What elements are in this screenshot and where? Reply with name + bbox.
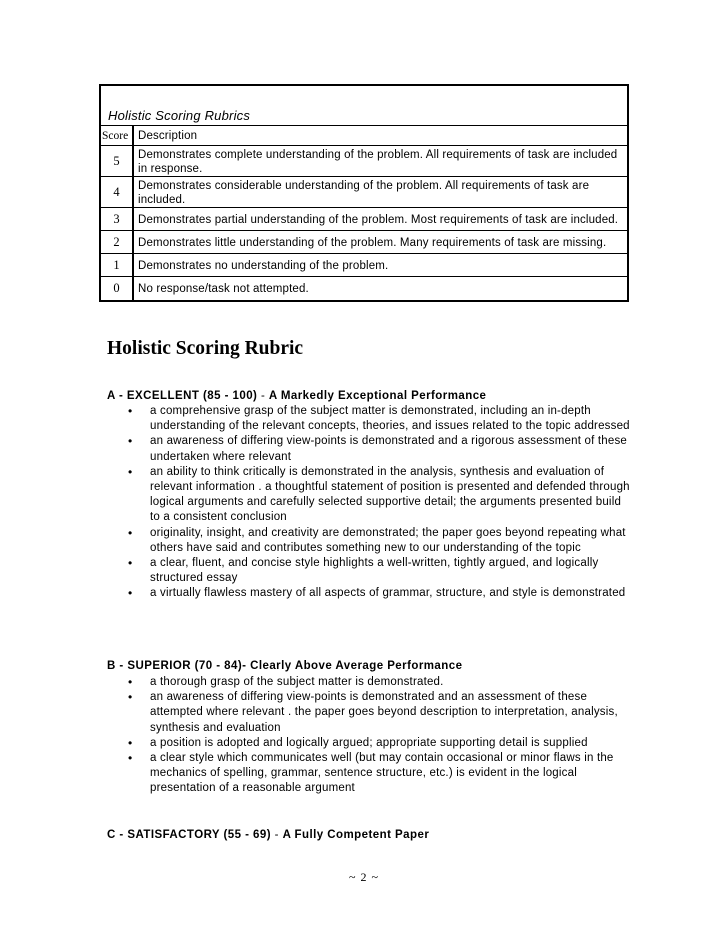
row-score: 1 [101,254,134,276]
list-item [107,586,632,601]
table-row [101,231,627,254]
grade-a-bullets [107,404,632,602]
header-description: Description [138,130,198,142]
list-item [107,675,632,690]
row-description: Demonstrates complete understanding of the problem. All requirements of task are included in response. [138,149,618,175]
bullet-text: a thorough grasp of the subject matter is demonstrated. [150,676,444,688]
grade-separator: - [242,660,251,672]
grade-separator: - [257,390,269,402]
bullet-icon: • [128,690,133,705]
bullet-text: a position is adopted and logically argued; appropriate supporting detail is supplied [150,736,588,749]
row-description: Demonstrates considerable understanding of the problem. All requirements of task are included. [138,180,590,206]
rubric-table [99,84,629,302]
row-description: Demonstrates no understanding of the problem. [138,260,389,272]
row-score: 4 [101,177,134,207]
grade-label: B - SUPERIOR (70 - 84) [107,660,243,672]
grade-c-heading [107,829,429,841]
list-item [107,556,632,586]
bullet-icon: • [128,434,133,449]
grade-description: A Fully Competent Paper [282,829,430,841]
table-header-row [101,126,627,146]
section-heading: Holistic Scoring Rubric [107,338,304,359]
list-item [107,434,632,464]
bullet-text: a clear, fluent, and concise style highlights a well-written, tightly argued, and logically structured essay [150,557,599,585]
list-item [107,736,632,751]
table-row [101,177,627,208]
row-description: Demonstrates partial understanding of the problem. Most requirements of task are included. [138,214,619,226]
bullet-icon: • [128,556,133,571]
list-item [107,690,632,736]
row-score: 5 [101,146,134,176]
bullet-text: originality, insight, and creativity are demonstrated; the paper goes beyond repeating what others have said and contributes something new to our understanding of the topic [150,526,626,554]
bullet-text: a comprehensive grasp of the subject matter is demonstrated, including an in-depth understanding of the relevant concepts, theories, and issues related to the topic addressed [150,405,630,433]
bullet-text: a virtually flawless mastery of all aspects of grammar, structure, and style is demonstrated [150,587,626,600]
bullet-icon: • [128,735,133,750]
list-item [107,465,632,526]
bullet-text: an awareness of differing view-points is demonstrated and an assessment of these attempted where relevant . the paper goes beyond description to interpretation, analysis, synthesis and evaluation [150,691,618,734]
table-row [101,254,627,277]
bullet-icon: • [128,404,133,418]
grade-separator: - [271,829,283,841]
grade-label: A - EXCELLENT (85 - 100) [107,390,258,402]
table-row [101,208,627,231]
bullet-icon: • [128,586,133,601]
list-item [107,404,632,434]
header-score: Score [101,126,134,145]
bullet-icon: • [128,525,133,540]
row-description: No response/task not attempted. [138,283,309,295]
bullet-icon: • [128,464,133,479]
bullet-text: an awareness of differing view-points is demonstrated and a rigorous assessment of these undertaken where relevant [150,435,627,463]
grade-a-heading [107,390,486,402]
grade-description: Clearly Above Average Performance [250,660,463,672]
row-description: Demonstrates little understanding of the problem. Many requirements of task are missing. [138,237,607,249]
bullet-icon: • [128,751,133,766]
list-item [107,526,632,556]
table-row [101,277,627,300]
page-number: ~ 2 ~ [349,870,379,884]
bullet-icon: • [128,675,133,689]
grade-description: A Markedly Exceptional Performance [268,390,487,402]
bullet-text: a clear style which communicates well (but may contain occasional or minor flaws in the mechanics of spelling, grammar, sentence structure, etc.) is evident in the logical presentation of a reasonable argument [150,752,614,795]
grade-b-heading [107,660,462,672]
table-row [101,146,627,177]
row-score: 0 [101,277,134,300]
row-score: 3 [101,208,134,230]
grade-label: C - SATISFACTORY (55 - 69) [107,829,271,841]
row-score: 2 [101,231,134,253]
grade-b-bullets [107,675,632,797]
bullet-text: an ability to think critically is demonstrated in the analysis, synthesis and evaluation of relevant information . a thoughtful statement of position is presented and defended through logical arguments and carefully selected supportive detail; the arguments presented build to a consistent conclusion [150,465,630,524]
table-title: Holistic Scoring Rubrics [101,86,627,126]
list-item [107,751,632,797]
